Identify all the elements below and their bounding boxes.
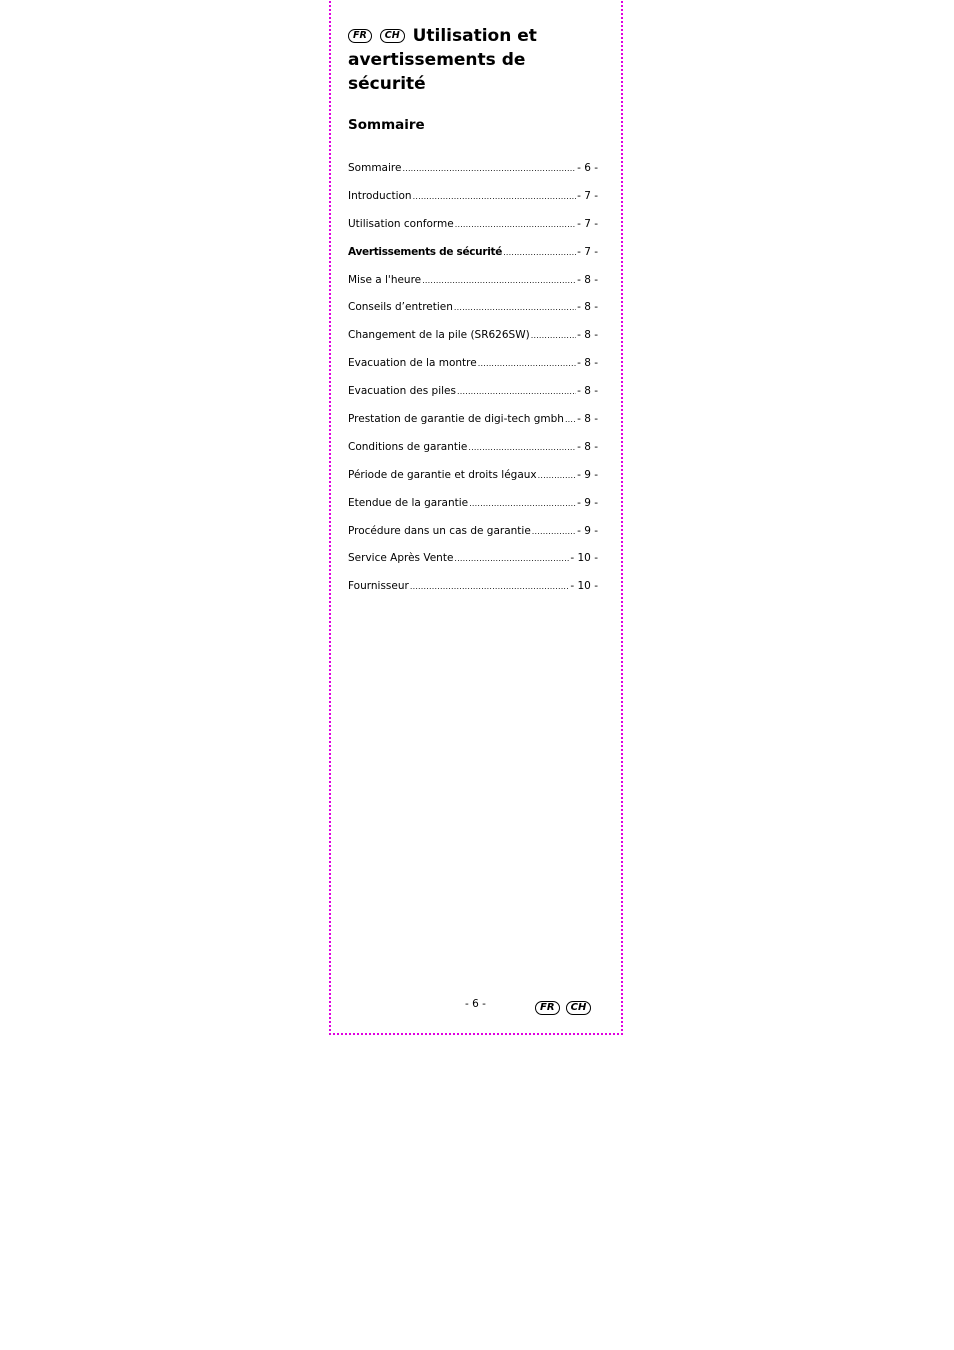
toc-dot-leader xyxy=(454,552,569,564)
footer-badge-ch: CH xyxy=(566,1001,592,1015)
toc-entry-title: Conditions de garantie xyxy=(348,440,468,453)
toc-entry-page: - 7 - xyxy=(577,189,598,202)
toc-entry[interactable] xyxy=(348,301,598,329)
toc-entry-page: - 7 - xyxy=(577,217,598,230)
toc-entry-page: - 10 - xyxy=(570,552,598,565)
toc-entry-page: - 8 - xyxy=(577,301,598,314)
toc-entry-title: Etendue de la garantie xyxy=(348,496,469,509)
country-badge-ch: CH xyxy=(380,29,405,43)
toc-dot-leader xyxy=(503,246,576,258)
toc-dot-leader xyxy=(538,469,576,481)
footer-badges xyxy=(535,998,592,1017)
country-badge-fr: FR xyxy=(348,29,372,43)
toc-entry-title: Mise a l'heure xyxy=(348,273,422,286)
toc-entry-title: Procédure dans un cas de garantie xyxy=(348,524,531,537)
toc-dot-leader xyxy=(468,441,576,453)
toc-entry-title: Evacuation de la montre xyxy=(348,357,477,370)
toc-entry-page: - 10 - xyxy=(570,580,598,593)
toc-entry-page: - 7 - xyxy=(577,245,598,258)
toc-entry[interactable] xyxy=(348,274,598,302)
toc-entry[interactable] xyxy=(348,385,598,413)
toc-dot-leader xyxy=(457,385,576,397)
toc-entry[interactable] xyxy=(348,218,598,246)
toc-dot-leader xyxy=(422,274,576,286)
toc-dot-leader xyxy=(410,580,570,592)
toc-entry-title: Utilisation conforme xyxy=(348,217,454,230)
page-header xyxy=(348,24,608,96)
toc-entry-title: Introduction xyxy=(348,189,412,202)
toc-entry[interactable] xyxy=(348,525,598,553)
toc-entry[interactable] xyxy=(348,357,598,385)
toc-entry-page: - 9 - xyxy=(577,524,598,537)
toc-dot-leader xyxy=(565,413,576,425)
toc-dot-leader xyxy=(478,357,576,369)
toc-entry[interactable] xyxy=(348,190,598,218)
toc-entry[interactable] xyxy=(348,469,598,497)
toc-entry[interactable] xyxy=(348,441,598,469)
toc-entry-title: Service Après Vente xyxy=(348,552,454,565)
toc-dot-leader xyxy=(413,190,576,202)
toc-entry-page: - 8 - xyxy=(577,413,598,426)
title-line-2: avertissements de sécurité xyxy=(348,50,526,94)
toc-entry[interactable] xyxy=(348,246,598,274)
table-of-contents xyxy=(348,162,598,608)
toc-entry-page: - 8 - xyxy=(577,329,598,342)
toc-entry[interactable] xyxy=(348,329,598,357)
toc-entry-title: Changement de la pile (SR626SW) xyxy=(348,329,530,342)
toc-entry-title: Conseils d’entretien xyxy=(348,301,453,314)
toc-entry[interactable] xyxy=(348,413,598,441)
toc-entry-page: - 8 - xyxy=(577,385,598,398)
section-heading: Sommaire xyxy=(348,117,425,133)
toc-entry-title: Avertissements de sécurité xyxy=(348,245,503,258)
toc-entry-page: - 9 - xyxy=(577,496,598,509)
toc-entry-page: - 8 - xyxy=(577,273,598,286)
toc-entry-title: Période de garantie et droits légaux xyxy=(348,468,537,481)
toc-dot-leader xyxy=(469,497,576,509)
footer-badge-fr: FR xyxy=(535,1001,560,1015)
toc-entry-title: Sommaire xyxy=(348,162,402,174)
toc-dot-leader xyxy=(454,301,576,313)
toc-entry[interactable] xyxy=(348,497,598,525)
title-line-1: Utilisation et xyxy=(412,26,537,46)
toc-entry-page: - 8 - xyxy=(577,357,598,370)
toc-entry-page: - 8 - xyxy=(577,440,598,453)
toc-entry[interactable] xyxy=(348,580,598,608)
toc-entry-page: - 9 - xyxy=(577,468,598,481)
toc-entry-page: - 6 - xyxy=(577,162,598,174)
page-title xyxy=(348,24,608,96)
toc-entry[interactable] xyxy=(348,552,598,580)
footer-page-number: - 6 - xyxy=(465,998,486,1010)
toc-dot-leader xyxy=(455,218,576,230)
toc-entry-title: Evacuation des piles xyxy=(348,385,456,398)
toc-dot-leader xyxy=(402,162,576,174)
toc-dot-leader xyxy=(531,329,576,341)
toc-dot-leader xyxy=(532,525,576,537)
toc-entry[interactable] xyxy=(348,162,598,190)
toc-entry-title: Fournisseur xyxy=(348,580,409,593)
toc-entry-title: Prestation de garantie de digi-tech gmbh xyxy=(348,413,564,426)
